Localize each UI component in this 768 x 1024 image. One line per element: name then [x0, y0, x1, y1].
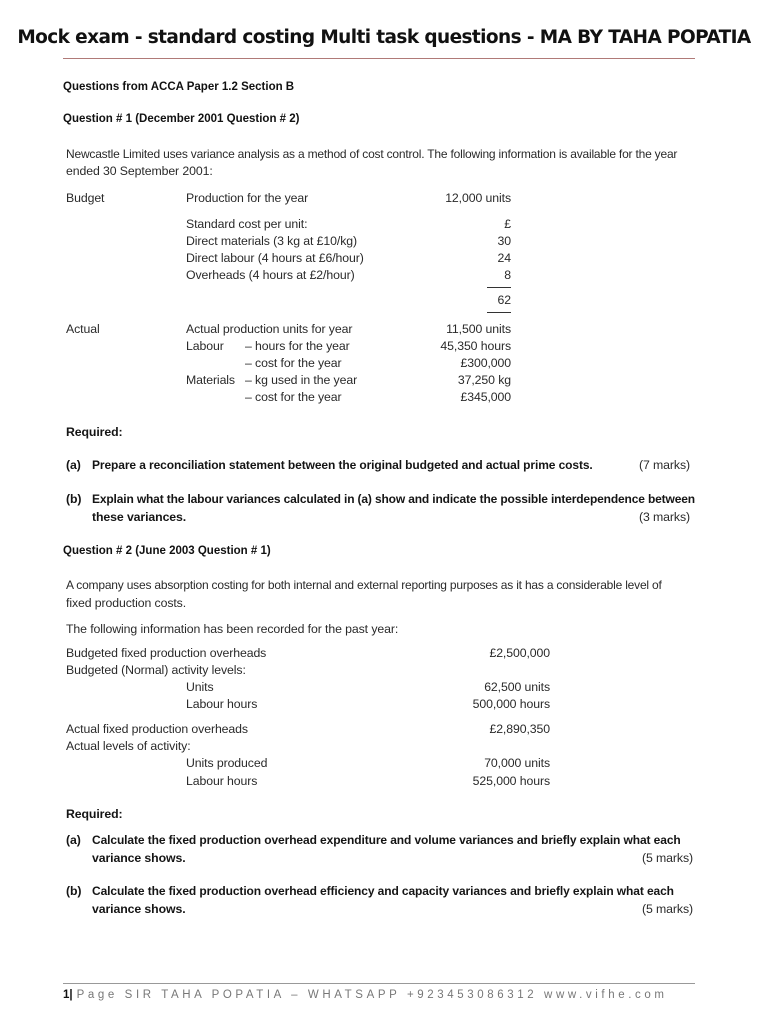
q1-intro-line-1: Newcastle Limited uses variance analysis as a method of cost control. The following information is available for the year — [66, 147, 678, 161]
q2-part-b-line-2: variance shows. — [92, 902, 186, 916]
actual-fixed-value: £2,890,350 — [489, 722, 550, 736]
budgeted-fixed-label: Budgeted fixed production overheads — [66, 646, 267, 660]
page-number: 1 — [63, 989, 70, 1001]
labour-hours-budget-value: 500,000 hours — [472, 697, 550, 711]
production-value: 12,000 units — [445, 191, 511, 205]
materials-cost-value: £345,000 — [460, 390, 511, 404]
page-title: Mock exam - standard costing Multi task questions - MA BY TAHA POPATIA — [17, 27, 751, 48]
q2-required-label: Required: — [66, 807, 123, 821]
actual-units-value: 11,500 units — [446, 322, 511, 336]
labour-hours-actual-value: 525,000 hours — [472, 774, 550, 788]
labour-cost-value: £300,000 — [460, 356, 511, 370]
materials-kg-value: 37,250 kg — [457, 373, 511, 387]
question-1-heading: Question # 1 (December 2001 Question # 2) — [63, 113, 300, 125]
q1-part-a-label: (a) — [66, 458, 81, 472]
actual-activity-label: Actual levels of activity: — [66, 739, 191, 753]
q2-part-b-marks: (5 marks) — [641, 902, 693, 916]
q2-part-b-line-1: Calculate the fixed production overhead efficiency and capacity variances and briefly explain what each — [92, 884, 674, 898]
labour-hours-budget-label: Labour hours — [186, 697, 258, 711]
page-footer — [63, 989, 668, 1001]
units-label: Units — [186, 680, 214, 694]
header-divider — [63, 58, 695, 59]
direct-materials-value: 30 — [497, 234, 511, 248]
q1-part-b-line-2: these variances. — [92, 510, 187, 524]
q1-required-label: Required: — [66, 425, 123, 439]
materials-kg-label: – kg used in the year — [245, 373, 358, 387]
footer-text: Page SIR TAHA POPATIA – WHATSAPP +923453086312 www.vifhe.com — [76, 989, 668, 1001]
q2-part-a-line-1: Calculate the fixed production overhead expenditure and volume variances and briefly explain what each — [92, 833, 681, 847]
actual-fixed-label: Actual fixed production overheads — [66, 722, 248, 736]
actual-label: Actual — [66, 322, 100, 336]
q1-part-b-marks: (3 marks) — [638, 510, 690, 524]
labour-hours-actual-label: Labour hours — [186, 774, 258, 788]
standard-cost-label: Standard cost per unit: — [186, 217, 308, 231]
overheads-label: Overheads (4 hours at £2/hour) — [186, 268, 355, 282]
q1-part-b-line-1: Explain what the labour variances calculated in (a) show and indicate the possible interdependence between — [92, 492, 695, 506]
q2-info-line: The following information has been recorded for the past year: — [66, 622, 399, 636]
source-line: Questions from ACCA Paper 1.2 Section B — [63, 81, 295, 93]
q2-part-a-label: (a) — [66, 833, 81, 847]
labour-hours-label: – hours for the year — [245, 339, 350, 353]
materials-label: Materials — [186, 373, 235, 387]
budgeted-activity-label: Budgeted (Normal) activity levels: — [66, 663, 246, 677]
budget-label: Budget — [66, 191, 105, 205]
budgeted-fixed-value: £2,500,000 — [489, 646, 550, 660]
total-rule-top — [487, 287, 511, 288]
q2-part-a-marks: (5 marks) — [641, 851, 693, 865]
units-value: 62,500 units — [484, 680, 550, 694]
direct-labour-label: Direct labour (4 hours at £6/hour) — [186, 251, 364, 265]
total-rule-bottom — [487, 312, 511, 313]
currency-symbol: £ — [504, 217, 511, 231]
units-produced-label: Units produced — [186, 756, 268, 770]
footer-separator: | — [69, 989, 73, 1001]
question-2-heading: Question # 2 (June 2003 Question # 1) — [63, 545, 271, 557]
labour-label: Labour — [186, 339, 224, 353]
q1-part-a-marks: (7 marks) — [638, 458, 690, 472]
q1-part-b-label: (b) — [66, 492, 82, 506]
actual-units-label: Actual production units for year — [186, 322, 353, 336]
q1-intro-line-2: ended 30 September 2001: — [66, 164, 213, 178]
materials-cost-label: – cost for the year — [245, 390, 342, 404]
q2-intro-line-2: fixed production costs. — [66, 596, 187, 610]
q2-part-b-label: (b) — [66, 884, 82, 898]
production-label: Production for the year — [186, 191, 309, 205]
units-produced-value: 70,000 units — [484, 756, 550, 770]
overheads-value: 8 — [504, 268, 511, 282]
standard-cost-total: 62 — [497, 293, 511, 307]
direct-labour-value: 24 — [497, 251, 511, 265]
labour-hours-value: 45,350 hours — [440, 339, 511, 353]
footer-divider — [63, 983, 695, 984]
q2-part-a-line-2: variance shows. — [92, 851, 186, 865]
labour-cost-label: – cost for the year — [245, 356, 342, 370]
direct-materials-label: Direct materials (3 kg at £10/kg) — [186, 234, 357, 248]
q1-part-a-text: Prepare a reconciliation statement between the original budgeted and actual prime costs. — [92, 458, 593, 472]
q2-intro-line-1: A company uses absorption costing for both internal and external reporting purposes as it has a considerable level of — [66, 578, 662, 592]
